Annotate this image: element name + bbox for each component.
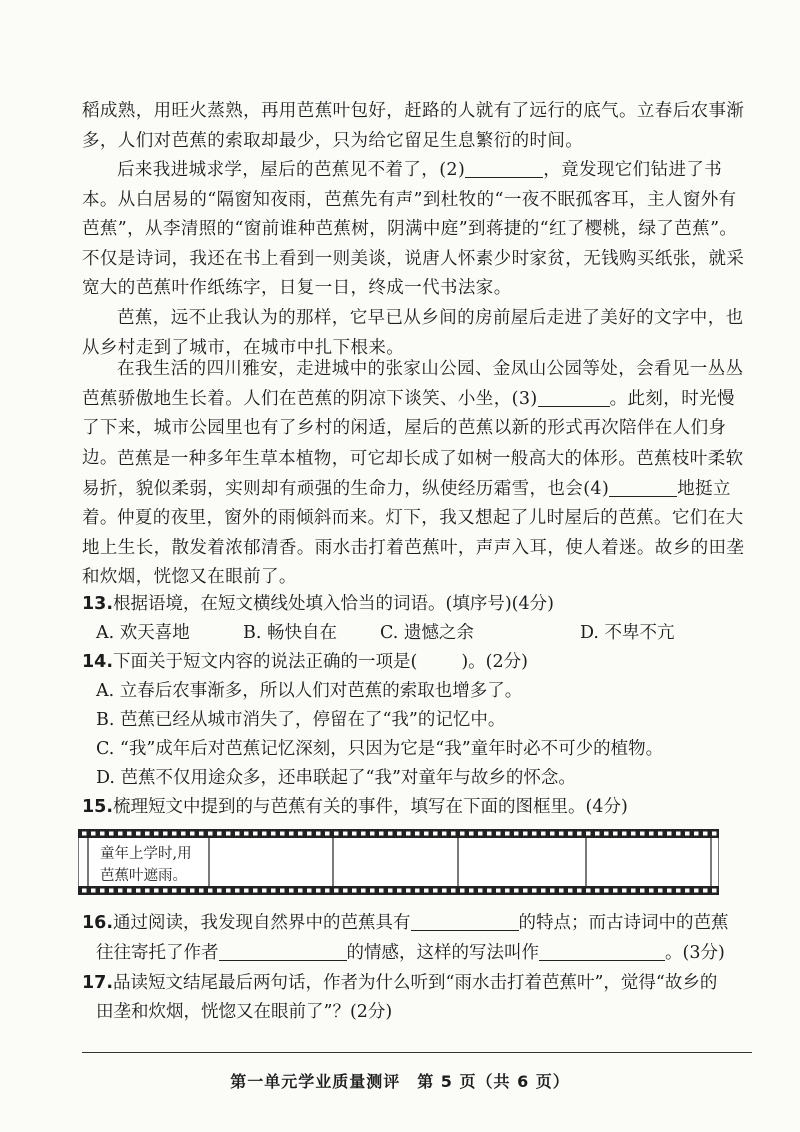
q16-blank-1[interactable] (411, 912, 519, 931)
film-perforation (667, 832, 672, 836)
film-perforation (694, 889, 699, 893)
film-perforation (163, 889, 168, 893)
film-perforation (352, 889, 357, 893)
q14-option-a[interactable]: A. 立春后农事渐多，所以人们对芭蕉的索取也增多了。 (96, 681, 523, 701)
film-perforation (415, 832, 420, 836)
q14-option-b[interactable]: B. 芭蕉已经从城市消失了，停留在了“我”的记忆中。 (96, 710, 506, 730)
film-perforation (280, 889, 285, 893)
q14-option-c[interactable]: C. “我”成年后对芭蕉记忆深刻，只因为它是“我”童年时必不可少的植物。 (96, 739, 664, 759)
question-15: 15.梳理短文中提到的与芭蕉有关的事件，填写在下面的图框里。(4分) (82, 797, 628, 817)
film-perforation (118, 889, 123, 893)
film-perforation (298, 832, 303, 836)
film-perforation (496, 889, 501, 893)
film-perforation (559, 832, 564, 836)
film-perforation (253, 889, 258, 893)
film-perforation (307, 832, 312, 836)
film-perforation (208, 832, 213, 836)
film-perforation (343, 832, 348, 836)
film-perforation (163, 832, 168, 836)
film-perforation (244, 832, 249, 836)
answer-blank-3[interactable] (538, 388, 610, 407)
film-frame-3[interactable] (334, 839, 457, 885)
film-perforation (478, 889, 483, 893)
film-perforation (262, 889, 267, 893)
film-perforation (694, 832, 699, 836)
film-perforation (559, 889, 564, 893)
film-perforation (541, 832, 546, 836)
film-perforation (352, 832, 357, 836)
film-perforation (199, 832, 204, 836)
film-perforation (208, 889, 213, 893)
film-perforation (586, 832, 591, 836)
passage-paragraph-5: 芭蕉是一种多年生草本植物，可它却长成了如树一般高大的体形。芭蕉枝叶柔软易折，貌似柔弱，实则却有顽强的生命力，纵使经历霜雪，也会(4) 地挺立着。 (82, 449, 744, 528)
film-perforation (442, 832, 447, 836)
film-perforation (370, 889, 375, 893)
question-14: 14.下面关于短文内容的说法正确的一项是( )。(2分) (82, 652, 528, 672)
film-perforation (235, 889, 240, 893)
film-perforation (649, 889, 654, 893)
film-perforation (172, 832, 177, 836)
film-perforation (253, 832, 258, 836)
film-perforation (154, 889, 159, 893)
film-perforation (127, 889, 132, 893)
film-perforation (433, 889, 438, 893)
film-perforation (316, 832, 321, 836)
film-perforation (451, 832, 456, 836)
film-perforation (424, 832, 429, 836)
q13-option-a[interactable]: A. 欢天喜地 (96, 623, 190, 643)
film-perforation (460, 832, 465, 836)
film-strip-diagram (78, 829, 719, 895)
film-perforation (622, 889, 627, 893)
film-perforation (235, 832, 240, 836)
film-perforation (550, 832, 555, 836)
film-perforation (397, 889, 402, 893)
film-frame-2[interactable] (210, 839, 332, 885)
answer-blank-4[interactable] (609, 478, 677, 497)
film-perforation (487, 832, 492, 836)
film-perforation (550, 889, 555, 893)
passage-paragraph-6: 仲夏的夜里，窗外的雨倾斜而来。灯下，我又想起了儿时屋后的芭蕉。它们在大地上生长，散发着浓郁清香。雨水击打着芭蕉叶，声声入耳，使人着迷。故乡的田垄和炊烟，恍惚又在眼前了。 (82, 508, 745, 587)
film-perforation (136, 889, 141, 893)
film-perforation (262, 832, 267, 836)
film-perforation (586, 889, 591, 893)
page-footer: 第一单元学业质量测评 第 5 页（共 6 页） (230, 1072, 570, 1091)
film-perforation (676, 832, 681, 836)
film-perforation (487, 889, 492, 893)
question-16: 16.通过阅读，我发现自然界中的芭蕉具有 的特点；而古诗词中的芭蕉 (82, 913, 729, 933)
film-perforation (676, 889, 681, 893)
q16-blank-3[interactable] (539, 942, 665, 961)
film-perforation (361, 832, 366, 836)
question-16-line-2: 往往寄托了作者 的情感，这样的写法叫作 。(3分) (96, 943, 725, 963)
film-perforation (640, 832, 645, 836)
film-perforation (568, 889, 573, 893)
passage-paragraph-2: 后来我进城求学，屋后的芭蕉见不着了，(2) ，竟发现它们钻进了书本。从白居易的“隔窗知夜雨，芭蕉先有声”到杜牧的“一夜不眠孤客耳，主人窗外有芭蕉”，从李清照的“窗前谁种芭蕉树，阴满中庭”到蒋捷的“红了樱桃，绿了芭蕉”。不仅是诗词，我还在书上看到一则美谈，说唐人怀素少时家贫，无钱购买纸张，就采宽大的芭蕉叶作纸练字，日复一日，终成一代书法家。 (82, 160, 745, 298)
q16-blank-2[interactable] (219, 942, 347, 961)
film-perforation (91, 889, 96, 893)
film-perforation (388, 889, 393, 893)
film-perforation (181, 832, 186, 836)
film-perforation (217, 889, 222, 893)
film-perforation (712, 832, 717, 836)
q13-option-d[interactable]: D. 不卑不亢 (580, 623, 675, 643)
film-perforation (577, 832, 582, 836)
footer-divider (82, 1052, 752, 1053)
film-perforation (532, 889, 537, 893)
question-number: 13. (82, 594, 114, 614)
film-perforation (181, 889, 186, 893)
question-17: 17.品读短文结尾最后两句话，作者为什么听到“雨水击打着芭蕉叶”，觉得“故乡的 (82, 973, 718, 993)
film-perforation (640, 889, 645, 893)
q13-option-b[interactable]: B. 畅快自在 (243, 623, 337, 643)
film-perforation (109, 832, 114, 836)
film-perforation (595, 832, 600, 836)
film-perforation (289, 889, 294, 893)
film-perforation (379, 832, 384, 836)
passage-paragraph-3: 芭蕉，远不止我认为的那样，它早已从乡间的房前屋后走进了美好的文字中，也从乡村走到了城市，在城市中扎下根来。 (82, 308, 744, 358)
film-perforation (622, 832, 627, 836)
film-perforation (685, 832, 690, 836)
film-frame-5[interactable] (587, 839, 710, 885)
film-perforation (325, 889, 330, 893)
film-perforation (307, 889, 312, 893)
film-perforation (649, 832, 654, 836)
passage-paragraph-1: 稻成熟，用旺火蒸熟，再用芭蕉叶包好，赶路的人就有了远行的底气。立春后农事渐多，人们对芭蕉的索取却最少，只为给它留足生息繁衍的时间。 (82, 101, 745, 151)
film-perforation (658, 889, 663, 893)
film-perforation (532, 832, 537, 836)
film-perforation (604, 832, 609, 836)
film-perforation (172, 889, 177, 893)
passage-paragraph-4: 在我生活的四川雅安，走进城中的张家山公园、金凤山公园等处，会看见一丛丛芭蕉骄傲地生长着。人们在芭蕉的阴凉下谈笑、小坐，(3) 。此刻，时光慢了下来，城市公园里也有了乡村的闲适，屋后的芭蕉以新的形式再次陪伴在人们身边。 (82, 359, 744, 468)
film-perforation (334, 889, 339, 893)
film-perforation (631, 832, 636, 836)
film-perforation (460, 889, 465, 893)
film-perforation (127, 832, 132, 836)
film-perforation (289, 832, 294, 836)
film-perforation (595, 889, 600, 893)
film-perforation (712, 889, 717, 893)
film-perforation (217, 832, 222, 836)
film-perforation (667, 889, 672, 893)
question-13: 13.根据语境，在短文横线处填入恰当的词语。(填序号)(4分) (82, 594, 554, 614)
film-frame-4[interactable] (459, 839, 585, 885)
film-perforation (82, 832, 87, 836)
film-perforation (505, 832, 510, 836)
film-perforation (496, 832, 501, 836)
film-perforation (190, 832, 195, 836)
film-perforation (154, 832, 159, 836)
film-perforation (109, 889, 114, 893)
film-perforation (406, 832, 411, 836)
q13-option-c[interactable]: C. 遗憾之余 (380, 623, 474, 643)
answer-blank-2[interactable] (465, 159, 543, 178)
film-perforation (478, 832, 483, 836)
film-perforation (613, 832, 618, 836)
film-perforation (631, 889, 636, 893)
film-perforation (424, 889, 429, 893)
film-perforation (433, 832, 438, 836)
film-perforation (271, 889, 276, 893)
film-perforation (505, 889, 510, 893)
film-perforation (226, 889, 231, 893)
film-perforation (523, 832, 528, 836)
film-perforation (514, 832, 519, 836)
film-perforation (703, 832, 708, 836)
film-perforation (469, 832, 474, 836)
film-perforation (604, 889, 609, 893)
film-perforation (343, 889, 348, 893)
film-perforation (100, 889, 105, 893)
film-perforation (703, 889, 708, 893)
film-perforation (613, 889, 618, 893)
film-perforation (244, 889, 249, 893)
film-perforation (406, 889, 411, 893)
film-perforation (379, 889, 384, 893)
film-perforation (100, 832, 105, 836)
film-perforation (82, 889, 87, 893)
film-frame-1: 童年上学时,用 芭蕉叶遮雨。 (100, 846, 192, 884)
film-perforation (415, 889, 420, 893)
film-perforation (136, 832, 141, 836)
film-perforation (118, 832, 123, 836)
film-perforation (469, 889, 474, 893)
question-17-line-2: 田垄和炊烟，恍惚又在眼前了”？(2分) (96, 1002, 393, 1022)
film-perforation (325, 832, 330, 836)
film-perforation (145, 889, 150, 893)
film-perforation (397, 832, 402, 836)
film-perforation (388, 832, 393, 836)
film-perforation (514, 889, 519, 893)
film-perforation (334, 832, 339, 836)
film-perforation (226, 832, 231, 836)
film-perforation (523, 889, 528, 893)
film-perforation (577, 889, 582, 893)
film-perforation (370, 832, 375, 836)
film-perforation (280, 832, 285, 836)
film-perforation (271, 832, 276, 836)
film-perforation (442, 889, 447, 893)
film-perforation (199, 889, 204, 893)
film-perforation (316, 889, 321, 893)
film-perforation (91, 832, 96, 836)
film-perforation (190, 889, 195, 893)
film-perforation (361, 889, 366, 893)
film-perforation (451, 889, 456, 893)
film-perforation (298, 889, 303, 893)
film-perforation (541, 889, 546, 893)
film-perforation (145, 832, 150, 836)
film-perforation (658, 832, 663, 836)
film-perforation (685, 889, 690, 893)
q14-option-d[interactable]: D. 芭蕉不仅用途众多，还串联起了“我”对童年与故乡的怀念。 (96, 768, 576, 788)
film-perforation (568, 832, 573, 836)
